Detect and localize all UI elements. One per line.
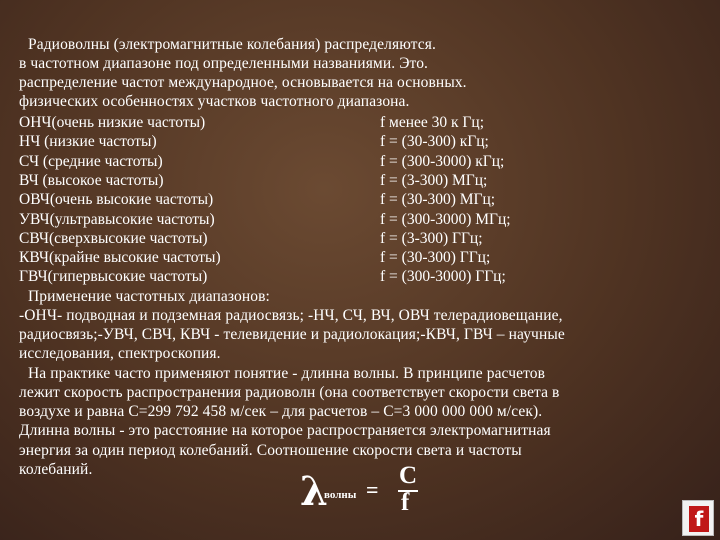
formula-equals: = bbox=[366, 477, 379, 502]
band-name: ОВЧ(очень высокие частоты) bbox=[19, 191, 214, 208]
band-range: f = (300-3000) ГГц; bbox=[380, 268, 506, 285]
wavelength-line: На практике часто применяют понятие - длинна волны. В принципе расчетов bbox=[28, 365, 546, 382]
band-range: f = (3-300) ГГц; bbox=[380, 230, 483, 247]
wavelength-line: воздухе и равна С=299 792 458 м/сек – для расчетов – С=3 000 000 000 м/сек). bbox=[19, 403, 543, 420]
band-range: f = (30-300) ГГц; bbox=[380, 249, 491, 266]
band-range: f = (300-3000) кГц; bbox=[380, 153, 505, 170]
pdf-icon[interactable] bbox=[682, 500, 714, 536]
band-range: f менее 30 к Гц; bbox=[380, 114, 484, 131]
wavelength-line: колебаний. bbox=[19, 461, 93, 478]
wavelength-formula bbox=[300, 462, 430, 518]
band-name: ГВЧ(гипервысокие частоты) bbox=[19, 268, 208, 285]
band-range: f = (30-300) МГц; bbox=[380, 191, 496, 208]
applications-line: -ОНЧ- подводная и подземная радиосвязь; -НЧ, СЧ, ВЧ, ОВЧ телерадиовещание, bbox=[19, 307, 563, 324]
intro-line: Радиоволны (электромагнитные колебания) распределяются. bbox=[28, 36, 436, 53]
band-name: НЧ (низкие частоты) bbox=[19, 133, 157, 150]
applications-heading: Применение частотных диапазонов: bbox=[28, 288, 270, 305]
wavelength-line: Длинна волны - это расстояние на которое распространяется электромагнитная bbox=[19, 422, 551, 439]
formula-numerator: C bbox=[399, 462, 418, 489]
band-name: ОНЧ(очень низкие частоты) bbox=[19, 114, 206, 131]
pdf-icon-label: f bbox=[689, 506, 709, 532]
formula-denominator: f bbox=[401, 489, 410, 516]
intro-line: физических особенностях участков частотного диапазона. bbox=[19, 93, 410, 110]
band-range: f = (300-3000) МГц; bbox=[380, 211, 511, 228]
intro-line: в частотном диапазоне под определенными названиями. Это. bbox=[19, 55, 429, 72]
band-name: КВЧ(крайне высокие частоты) bbox=[19, 249, 221, 266]
wavelength-line: энергия за один период колебаний. Соотношение скорости света и частоты bbox=[19, 442, 522, 459]
band-name: СВЧ(сверхвысокие частоты) bbox=[19, 230, 208, 247]
intro-line: распределение частот международное, основывается на основных. bbox=[19, 74, 467, 91]
formula-subscript: волны bbox=[324, 489, 357, 501]
band-range: f = (30-300) кГц; bbox=[380, 133, 489, 150]
band-range: f = (3-300) МГц; bbox=[380, 172, 488, 189]
band-name: ВЧ (высокое частоты) bbox=[19, 172, 164, 189]
band-name: УВЧ(ультравысокие частоты) bbox=[19, 211, 215, 228]
applications-line: радиосвязь;-УВЧ, СВЧ, КВЧ - телевидение и радиолокация;-КВЧ, ГВЧ – научные bbox=[19, 326, 565, 343]
wavelength-line: лежит скорость распространения радиоволн (она соответствует скорости света в bbox=[19, 384, 560, 401]
band-name: СЧ (средние частоты) bbox=[19, 153, 163, 170]
applications-line: исследования, спектроскопия. bbox=[19, 345, 221, 362]
lambda-symbol: λ bbox=[300, 468, 329, 515]
